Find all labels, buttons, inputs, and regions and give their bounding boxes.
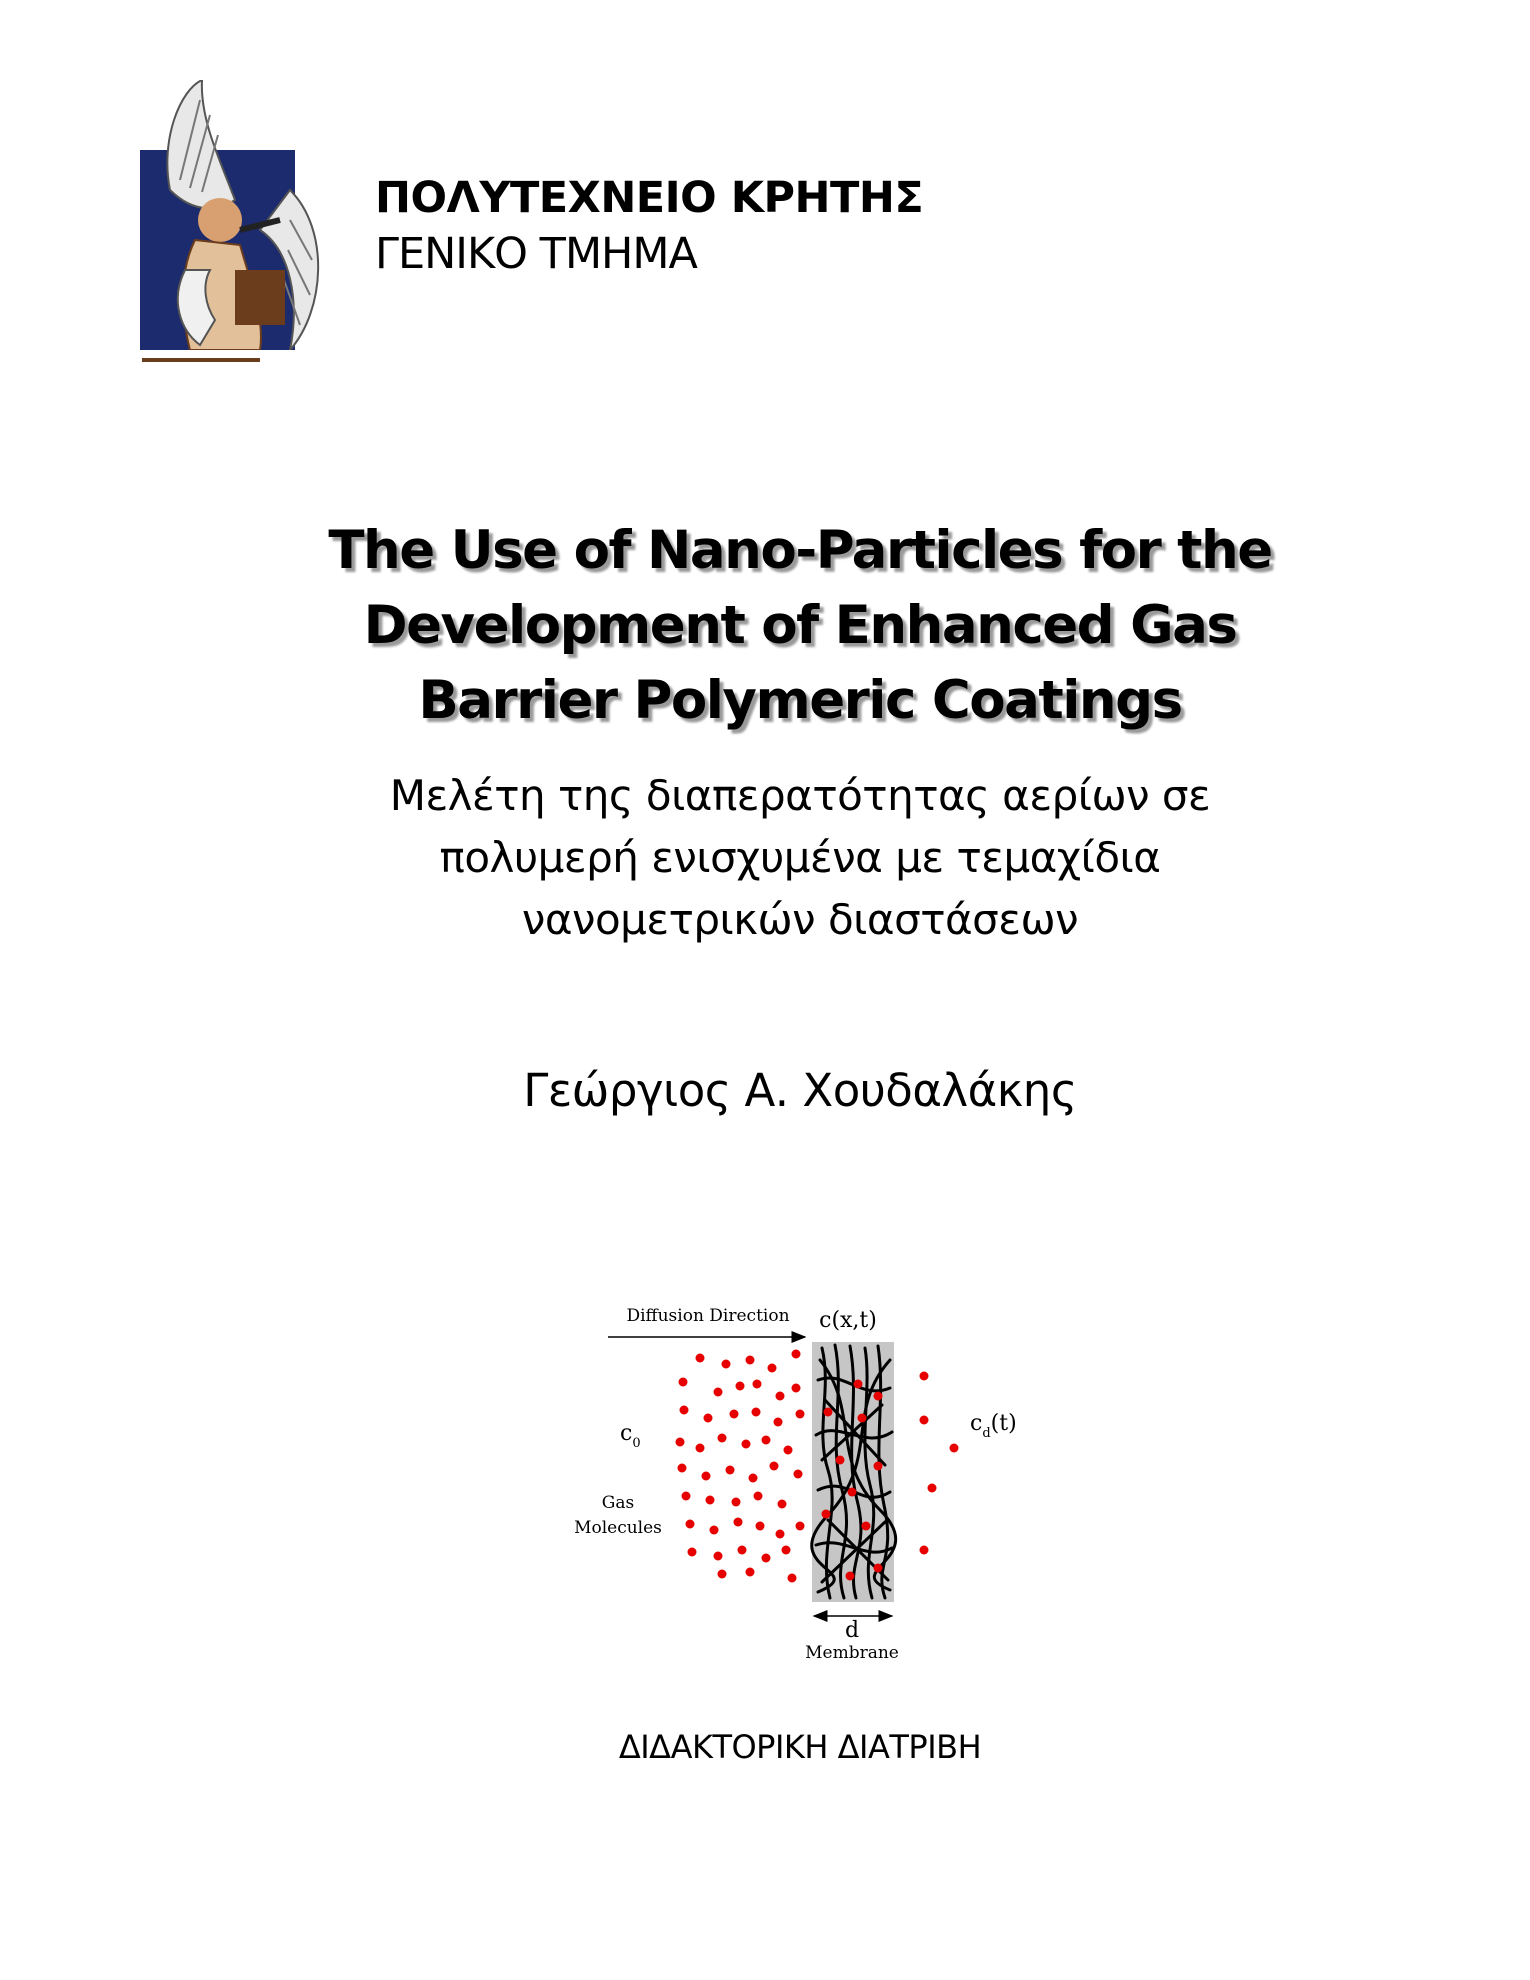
concentration-label: c(x,t) xyxy=(819,1308,877,1333)
cd-label xyxy=(970,1411,1017,1441)
thickness-label: d xyxy=(844,1618,860,1643)
institution-name: ΠΟΛΥΤΕΧΝΕΙΟ ΚΡΗΤΗΣ xyxy=(375,173,924,223)
subtitle-line-2: πολυμερή ενισχυμένα με τεμαχίδια xyxy=(439,833,1161,882)
c0-subscript: 0 xyxy=(632,1436,641,1451)
molecules-label: Molecules xyxy=(574,1518,662,1538)
title-line-2: Development of Enhanced Gas xyxy=(363,595,1237,656)
diffusion-direction-label: Diffusion Direction xyxy=(626,1306,790,1326)
cd-subscript: d xyxy=(982,1426,991,1441)
c0-main: c xyxy=(620,1421,633,1446)
university-logo xyxy=(140,80,330,365)
title-line-3: Barrier Polymeric Coatings xyxy=(418,670,1182,731)
membrane-label: Membrane xyxy=(805,1643,899,1663)
title-line-1: The Use of Nano-Particles for the xyxy=(328,520,1272,581)
thesis-type: ΔΙΔΑΚΤΟΡΙΚΗ ΔΙΑΤΡΙΒΗ xyxy=(618,1728,982,1766)
gas-molecules-upstream xyxy=(676,1350,805,1583)
c0-label xyxy=(620,1421,641,1451)
thesis-title xyxy=(300,513,1300,738)
department-name: ΓΕΝΙΚΟ ΤΜΗΜΑ xyxy=(375,229,697,279)
gas-molecules-downstream xyxy=(920,1372,959,1555)
greek-subtitle xyxy=(300,765,1300,951)
subtitle-line-1: Μελέτη της διαπερατότητας αερίων σε xyxy=(389,771,1211,820)
cd-suffix: (t) xyxy=(990,1411,1017,1436)
author-name: Γεώργιος Α. Χουδαλάκης xyxy=(523,1064,1077,1117)
cd-main: c xyxy=(970,1411,983,1436)
institution-block xyxy=(375,170,923,282)
subtitle-line-3: νανομετρικών διαστάσεων xyxy=(521,895,1079,944)
gas-label: Gas xyxy=(601,1493,635,1513)
diffusion-diagram xyxy=(560,1300,1060,1680)
